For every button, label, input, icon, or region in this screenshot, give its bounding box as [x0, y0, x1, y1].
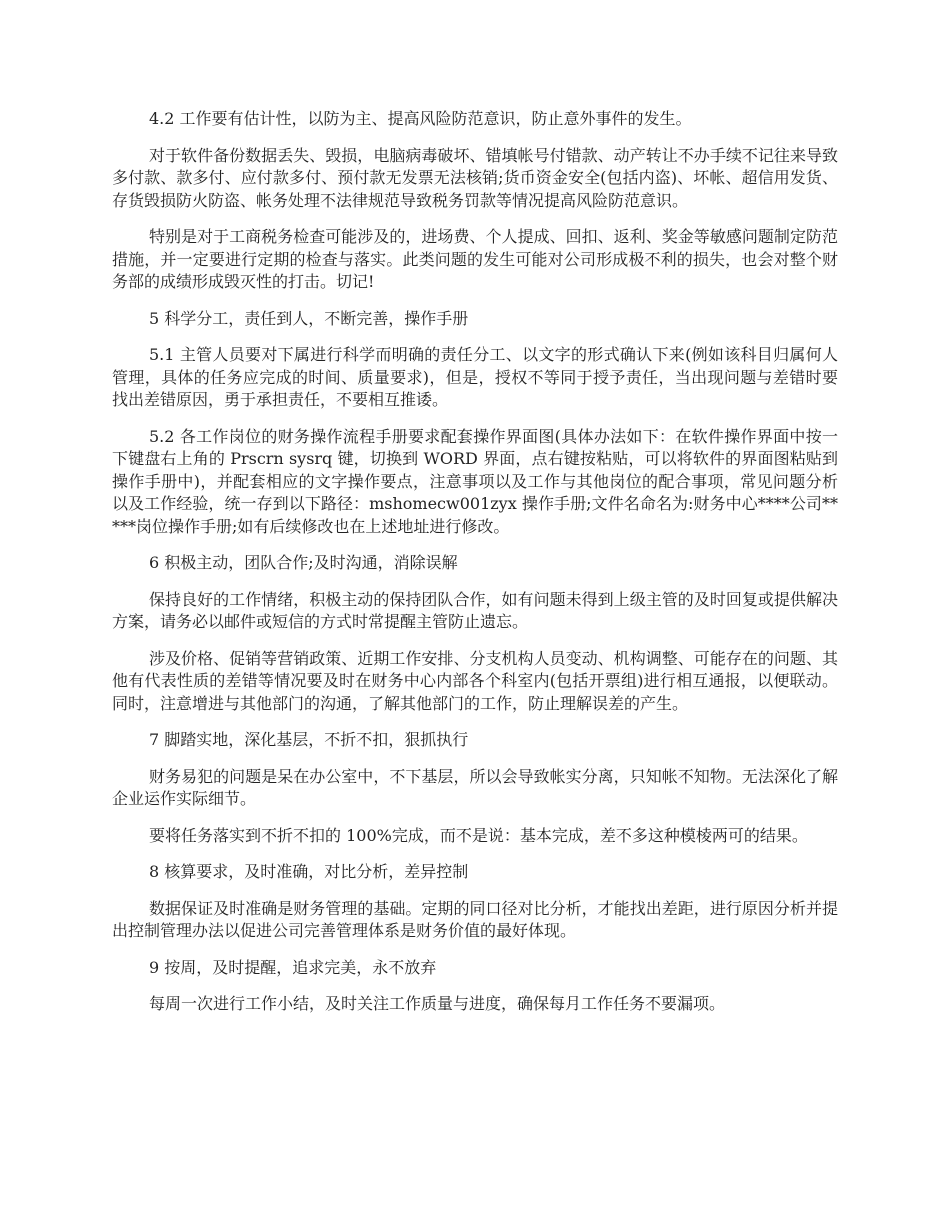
section-heading-6: 6 积极主动，团队合作;及时沟通，消除误解 [149, 553, 458, 572]
paragraph-5-1: 5.1 主管人员要对下属进行科学而明确的责任分工、以文字的形式确认下来(例如该科目归属何人管理，具体的任务应完成的时间、质量要求)，但是，授权不等同于授予责任，当出现问题与差错时要找出差错原因，勇于承担责任，不要相互推诿。 [112, 345, 838, 409]
paragraph-risk-items: 对于软件备份数据丢失、毁损，电脑病毒破坏、错填帐号付错款、动产转让不办手续不记往来导致多付款、款多付、应付款多付、预付款无发票无法核销;货币资金安全(包括内盗)、坏帐、超信用发货、存货毁损防火防盗、帐务处理不法律规范导致税务罚款等情况提高风险防范意识。 [112, 145, 838, 210]
document-body [112, 108, 838, 1030]
paragraph-5-2: 5.2 各工作岗位的财务操作流程手册要求配套操作界面图(具体办法如下：在软件操作界面中按一下键盘右上角的 Prscrn sysrq 键，切换到 WORD 界面，点右键按粘贴，可以将软件的界面图粘贴到操作手册中)，并配套相应的文字操作要点，注意事项以及工作与其他岗位的配合事项，常见问题分析以及工作经验，统一存到以下路径：mshomecw001zyx 操作手册;文件名命名为:财务中心****公司*****岗位操作手册;如有后续修改也在上述地址进行修改。 [112, 426, 838, 536]
section-heading-5: 5 科学分工，责任到人，不断完善，操作手册 [149, 308, 469, 328]
paragraph-teamwork: 保持良好的工作情绪，积极主动的保持团队合作，如有问题未得到上级主管的及时回复或提供解决方案，请务必以邮件或短信的方式时常提醒主管防止遗忘。 [112, 589, 838, 631]
paragraph-data-accuracy: 数据保证及时准确是财务管理的基础。定期的同口径对比分析，才能找出差距，进行原因分析并提出控制管理办法以促进公司完善管理体系是财务价值的最好体现。 [112, 898, 838, 940]
paragraph-4-2: 4.2 工作要有估计性，以防为主、提高风险防范意识，防止意外事件的发生。 [149, 109, 692, 128]
section-heading-7: 7 脚踏实地，深化基层，不折不扣，狠抓执行 [149, 730, 469, 749]
section-heading-8: 8 核算要求，及时准确，对比分析，差异控制 [149, 862, 469, 881]
paragraph-grassroots: 财务易犯的问题是呆在办公室中，不下基层，所以会导致帐实分离，只知帐不知物。无法深化了解企业运作实际细节。 [112, 766, 838, 808]
paragraph-completion: 要将任务落实到不折不扣的 100%完成，而不是说：基本完成，差不多这种模棱两可的结果。 [149, 825, 808, 845]
paragraph-weekly-summary: 每周一次进行工作小结，及时关注工作质量与进度，确保每月工作任务不要漏项。 [149, 994, 726, 1013]
paragraph-communication: 涉及价格、促销等营销政策、近期工作安排、分支机构人员变动、机构调整、可能存在的问题、其他有代表性质的差错等情况要及时在财务中心内部各个科室内(包括开票组)进行相互通报，以便联动。同时，注意增进与其他部门的沟通，了解其他部门的工作，防止理解误差的产生。 [112, 648, 838, 713]
paragraph-tax-inspection: 特别是对于工商税务检查可能涉及的，进场费、个人提成、回扣、返利、奖金等敏感问题制定防范措施，并一定要进行定期的检查与落实。此类问题的发生可能对公司形成极不利的损失，也会对整个财务部的成绩形成毁灭性的打击。切记! [112, 227, 838, 291]
section-heading-9: 9 按周，及时提醒，追求完美，永不放弃 [149, 957, 437, 977]
